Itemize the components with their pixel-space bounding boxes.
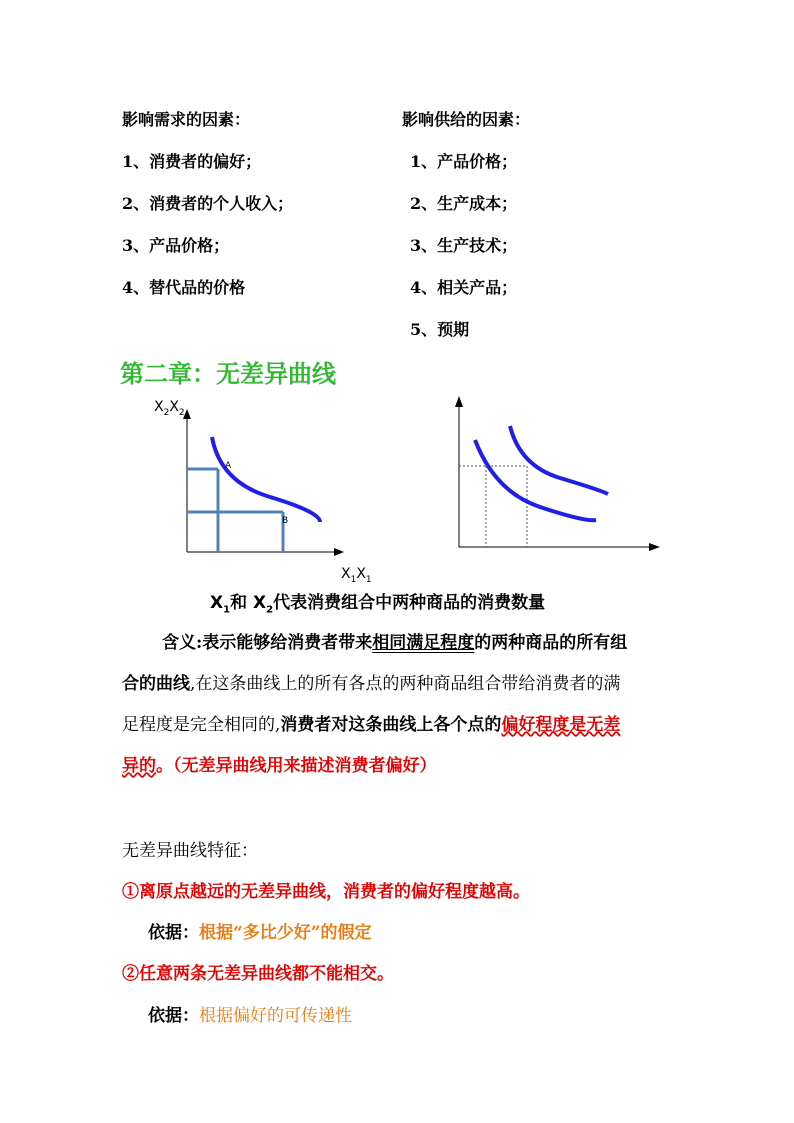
features-heading: 无差异曲线特征： (122, 841, 258, 861)
supply-item: 5、预期 (410, 320, 470, 339)
definition-line-1: 含义:表示能够给消费者带来相同满足程度的两种商品的所有组 (162, 633, 628, 653)
right-x-arrow-icon (649, 543, 660, 551)
demand-heading: 影响需求的因素： (122, 110, 251, 129)
feature-2: ②任意两条无差异曲线都不能相交。 (122, 964, 394, 984)
definition-line-4: 异的。（无差异曲线用来描述消费者偏好） (122, 756, 437, 776)
left-x-arrow-icon (334, 548, 344, 556)
feature-1: ①离原点越远的无差异曲线，消费者的偏好程度越高。 (122, 882, 530, 902)
chapter-title: 第二章：无差异曲线 (120, 359, 336, 388)
indifference-curve-higher (510, 426, 608, 494)
point-b-label: B (282, 516, 289, 526)
indifference-curve-lower (475, 440, 596, 520)
supply-item: 2、生产成本； (410, 194, 518, 213)
basis-2: 依据：根据偏好的可传递性 (148, 1006, 352, 1026)
figure-caption: $X_1$和 $X_2$代表消费组合中两种商品的消费数量 (210, 593, 546, 616)
indifference-curve (212, 437, 320, 522)
supply-item: 3、生产技术； (410, 236, 518, 255)
demand-item: 4、替代品的价格 (122, 278, 246, 297)
demand-item: 2、消费者的个人收入； (122, 194, 294, 213)
left-indifference-figure (140, 392, 380, 582)
supply-item: 4、相关产品； (410, 278, 518, 297)
supply-item: 1、产品价格； (410, 152, 518, 171)
right-y-arrow-icon (455, 396, 463, 407)
demand-item: 3、产品价格； (122, 236, 230, 255)
left-x-axis-label: $X_1X_1$ (341, 566, 372, 582)
point-a-label: A (225, 461, 232, 471)
right-indifference-figure (450, 392, 670, 557)
left-y-axis-label: $X_2X_2$ (154, 399, 185, 418)
basis-1: 依据：根据“多比少好”的假定 (148, 923, 372, 943)
demand-item: 1、消费者的偏好； (122, 152, 262, 171)
definition-line-3: 足程度是完全相同的,消费者对这条曲线上各个点的偏好程度是无差 (122, 715, 621, 735)
supply-heading: 影响供给的因素： (402, 110, 531, 129)
definition-line-2: 合的曲线,在这条曲线上的所有各点的两种商品组合带给消费者的满 (122, 674, 621, 694)
